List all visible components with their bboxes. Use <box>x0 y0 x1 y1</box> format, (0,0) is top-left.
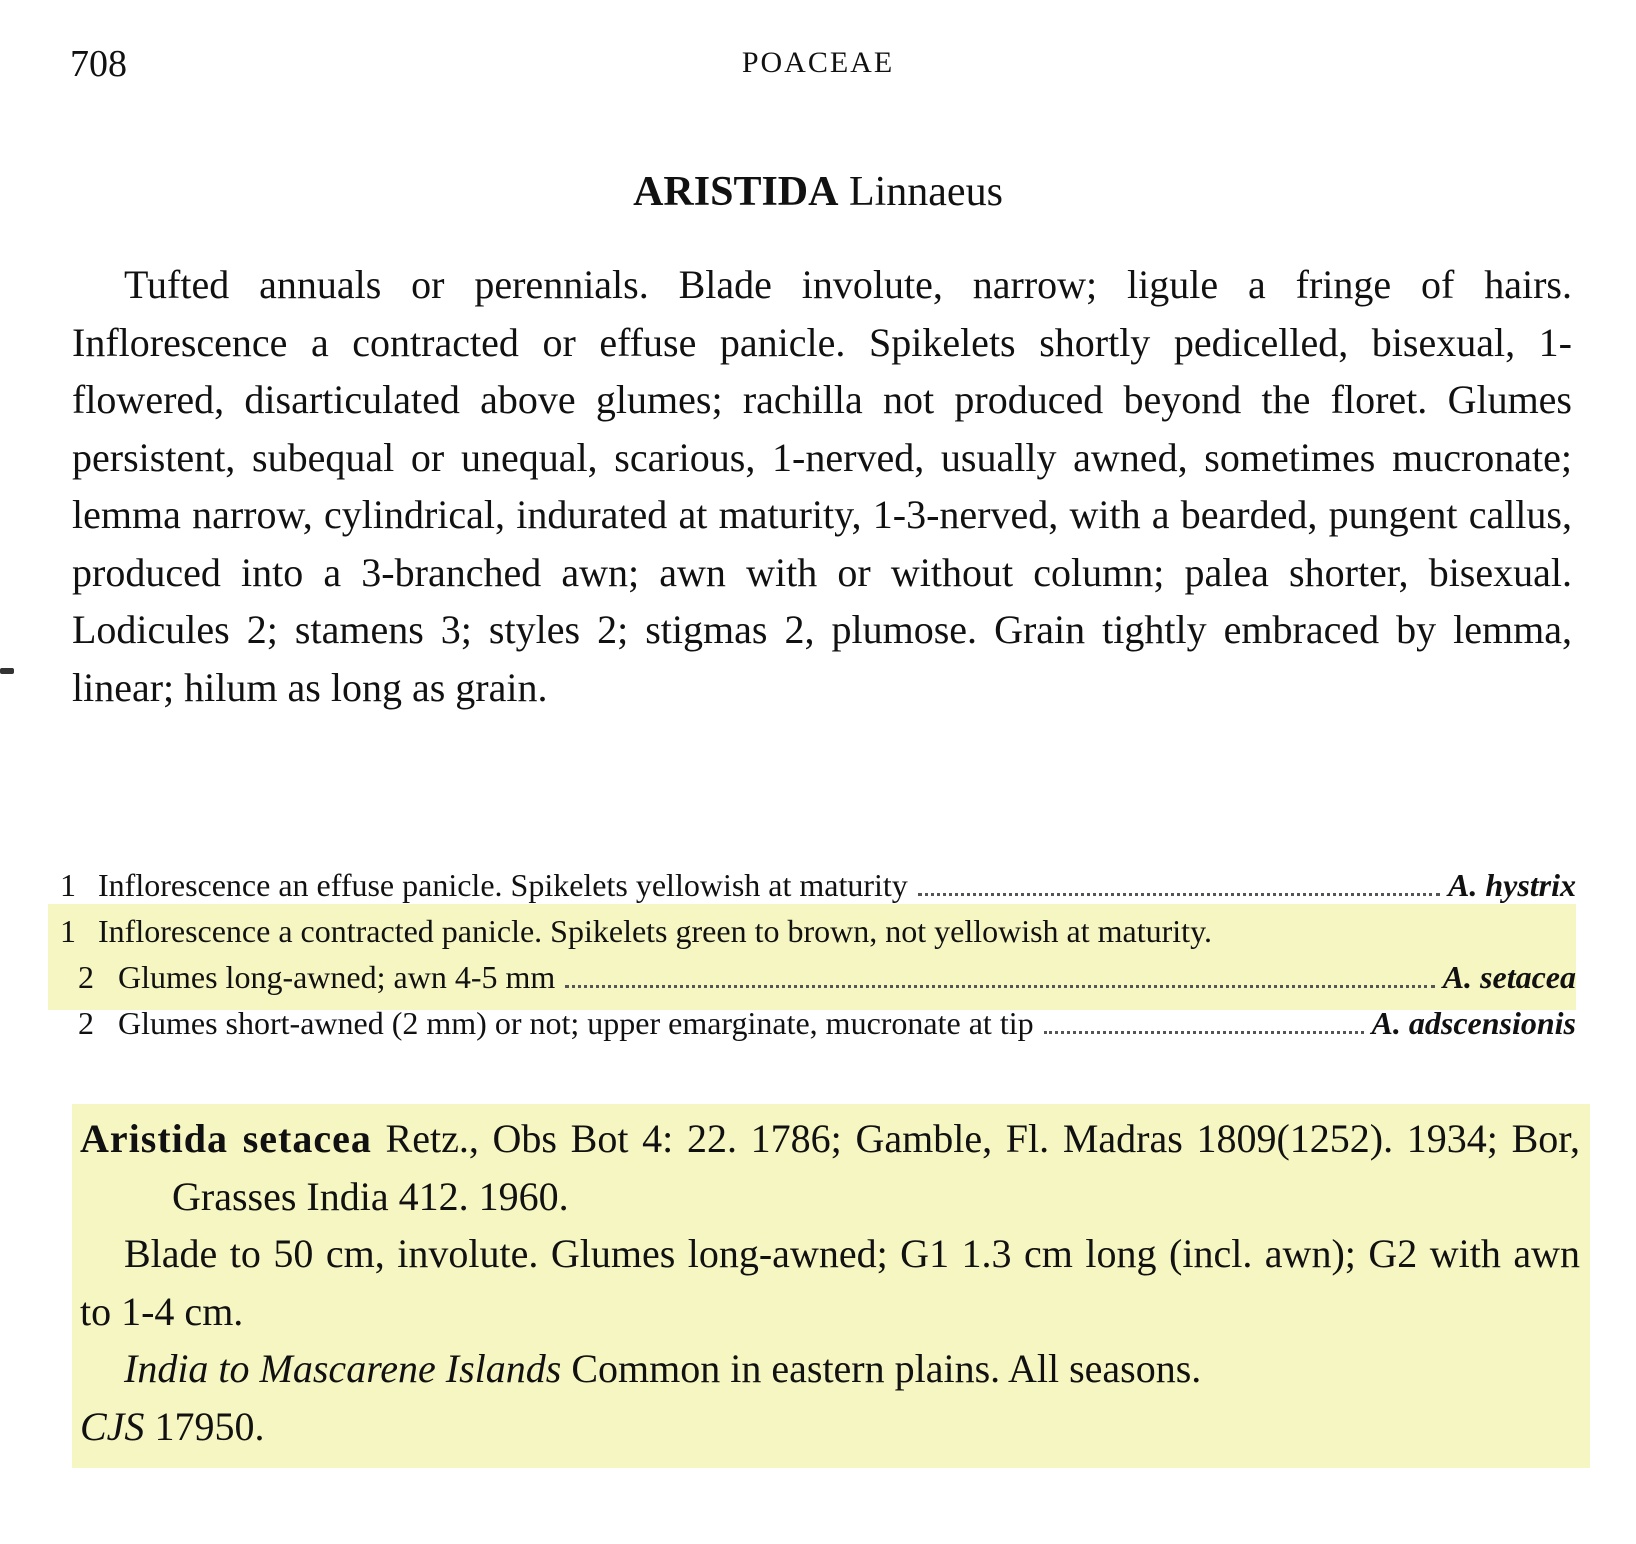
key-line <box>60 862 1576 908</box>
collector-code: CJS <box>80 1403 145 1449</box>
key-number: 1 <box>60 913 76 949</box>
species-name: Aristida setacea <box>80 1116 372 1161</box>
species-treatment <box>80 1110 1580 1455</box>
key-number: 2 <box>78 959 94 995</box>
species-distribution-ecology <box>80 1340 1580 1398</box>
distribution: India to Mascarene Islands <box>124 1346 562 1391</box>
key-line <box>60 1000 1576 1046</box>
key-text: Glumes short-awned (2 mm) or not; upper emarginate, mucronate at tip <box>118 1005 1034 1041</box>
species-citation <box>80 1110 1580 1225</box>
key-line <box>60 954 1576 1000</box>
key-leader-dots <box>565 985 1434 988</box>
genus-description: Tufted annuals or perennials. Blade involute, narrow; ligule a fringe of hairs. Inflorescence a contracted or effuse panicle. Spikelets shortly pedicelled, bisexual, 1-flowered, disarticulated above glumes; rachilla not produced beyond the floret. Glumes persistent, subequal or unequal, scarious, 1-nerved, usually awned, sometimes mucronate; lemma narrow, cylindrical, indurated at maturity, 1-3-nerved, with a bearded, pungent callus, produced into a 3-branched awn; awn with or without column; palea shorter, bisexual. Lodicules 2; stamens 3; styles 2; stigmas 2, plumose. Grain tightly embraced by lemma, linear; hilum as long as grain. <box>72 262 1572 710</box>
ecology: Common in eastern plains. All seasons. <box>571 1346 1202 1391</box>
key-text: Glumes long-awned; awn 4-5 mm <box>118 959 556 995</box>
citation-text: Retz., Obs Bot 4: 22. 1786; Gamble, Fl. Madras 1809(1252). 1934; Bor, Grasses India 412. 1960. <box>172 1116 1581 1219</box>
key-text: Inflorescence an effuse panicle. Spikelets yellowish at maturity <box>98 867 908 903</box>
key-text: Inflorescence a contracted panicle. Spikelets green to brown, not yellowish at maturity. <box>98 913 1212 949</box>
margin-mark <box>0 668 14 674</box>
key-taxon: A. setacea <box>1442 959 1576 995</box>
genus-name: ARISTIDA <box>633 169 839 215</box>
genus-authority: Linnaeus <box>848 169 1003 215</box>
key-line <box>60 908 1576 954</box>
specimen-number: 17950. <box>154 1403 265 1449</box>
key-taxon: A. hystrix <box>1447 867 1576 903</box>
genus-heading <box>0 168 1636 216</box>
key-leader-dots <box>1044 1031 1364 1034</box>
species-morphology: Blade to 50 cm, involute. Glumes long-awned; G1 1.3 cm long (incl. awn); G2 with awn to 1-4 cm. <box>80 1231 1580 1334</box>
key-number: 1 <box>60 867 76 903</box>
key-leader-dots <box>918 893 1440 896</box>
page-number: 708 <box>70 43 127 85</box>
key-taxon: A. adscensionis <box>1371 1005 1576 1041</box>
key-number: 2 <box>78 1005 94 1041</box>
specimen <box>80 1398 1580 1456</box>
running-head: POACEAE <box>741 46 895 79</box>
